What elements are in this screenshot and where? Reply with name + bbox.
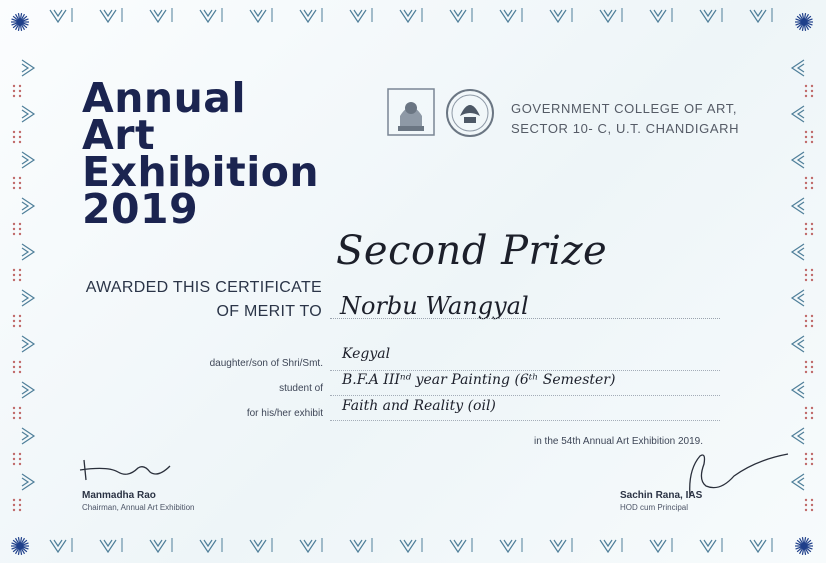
border-ornament (19, 458, 21, 460)
border-ornament (811, 458, 813, 460)
border-ornament (300, 10, 316, 22)
corner-rosette-icon (17, 543, 23, 549)
border-ornament (13, 182, 15, 184)
border-ornament (13, 504, 15, 506)
border-ornament (13, 315, 15, 317)
border-ornament (805, 269, 807, 271)
border-ornament (811, 233, 813, 235)
border-ornament (19, 274, 21, 276)
border-ornament (13, 412, 15, 414)
border-ornament (13, 177, 15, 179)
border-ornament (19, 325, 21, 327)
border-ornament (805, 407, 807, 409)
border-ornament (19, 504, 21, 506)
border-ornament (805, 463, 807, 465)
border-ornament (811, 320, 813, 322)
border-ornament (650, 10, 666, 22)
border-ornament (400, 540, 416, 552)
border-ornament (805, 182, 807, 184)
border-ornament (805, 177, 807, 179)
border-ornament (19, 141, 21, 143)
border-ornament (792, 428, 804, 444)
border-ornament (22, 106, 34, 122)
border-ornament (811, 417, 813, 419)
border-ornament (500, 540, 516, 552)
border-ornament (805, 141, 807, 143)
border-ornament (350, 540, 366, 552)
border-ornament (792, 290, 804, 306)
border-ornament (13, 279, 15, 281)
college-crest-icon (447, 90, 493, 136)
border-ornament (805, 233, 807, 235)
border-ornament (13, 366, 15, 368)
border-ornament (792, 244, 804, 260)
border-ornament (805, 95, 807, 97)
border-ornament (811, 177, 813, 179)
border-ornament (13, 228, 15, 230)
border-ornament (805, 366, 807, 368)
border-ornament (19, 269, 21, 271)
border-ornament (19, 223, 21, 225)
border-ornament (805, 315, 807, 317)
border-ornament (805, 412, 807, 414)
border-ornament (650, 540, 666, 552)
border-ornament (200, 540, 216, 552)
border-ornament (22, 290, 34, 306)
border-ornament (13, 463, 15, 465)
border-ornament (22, 382, 34, 398)
border-ornament (811, 412, 813, 414)
border-ornament (805, 499, 807, 501)
border-ornament (811, 499, 813, 501)
border-ornament (811, 269, 813, 271)
border-ornament (811, 141, 813, 143)
border-ornament (13, 371, 15, 373)
border-ornament (805, 187, 807, 189)
border-ornament (811, 85, 813, 87)
border-ornament (811, 453, 813, 455)
border-ornament (811, 407, 813, 409)
border-ornament (792, 60, 804, 76)
border-ornament (811, 187, 813, 189)
border-ornament (13, 187, 15, 189)
border-ornament (805, 458, 807, 460)
border-ornament (250, 540, 266, 552)
border-ornament (805, 509, 807, 511)
title-line: Art (82, 111, 156, 159)
border-ornament (13, 453, 15, 455)
border-ornament (100, 540, 116, 552)
border-ornament (19, 320, 21, 322)
border-ornament (700, 540, 716, 552)
border-ornament (450, 540, 466, 552)
border-ornament (811, 315, 813, 317)
border-ornament (13, 269, 15, 271)
border-ornament (19, 412, 21, 414)
border-ornament (19, 463, 21, 465)
border-ornament (600, 540, 616, 552)
exhibit-label: for his/her exhibit (246, 408, 323, 419)
border-ornament (550, 10, 566, 22)
border-ornament (13, 233, 15, 235)
border-ornament (805, 279, 807, 281)
border-ornament (13, 320, 15, 322)
border-ornament (805, 228, 807, 230)
border-ornament (805, 504, 807, 506)
border-ornament (22, 152, 34, 168)
border-ornament (805, 325, 807, 327)
emblems (386, 86, 498, 140)
border-ornament (805, 85, 807, 87)
border-ornament (19, 366, 21, 368)
border-ornament (19, 131, 21, 133)
border-ornament (750, 540, 766, 552)
recipient-name: Norbu Wangyal (340, 292, 529, 320)
border-ornament (811, 228, 813, 230)
border-ornament (19, 279, 21, 281)
border-ornament (811, 131, 813, 133)
border-ornament (550, 540, 566, 552)
signatory-role: HOD cum Principal (620, 503, 689, 512)
border-ornament (100, 10, 116, 22)
border-ornament (13, 407, 15, 409)
parent-value: Kegyal (342, 346, 391, 362)
college-line: SECTOR 10- C, U.T. CHANDIGARH (511, 121, 740, 136)
border-ornament (19, 417, 21, 419)
title-line: Annual (82, 74, 247, 122)
course-value: B.F.A IIIⁿᵈ year Painting (6ᵗʰ Semester) (342, 372, 616, 388)
border-ornament (13, 131, 15, 133)
prize-title: Second Prize (336, 228, 608, 274)
exhibition-note: in the 54th Annual Art Exhibition 2019. (534, 436, 704, 447)
border-ornament (13, 499, 15, 501)
exhibit-underline (330, 420, 720, 421)
border-ornament (22, 60, 34, 76)
corner-rosette-icon (801, 543, 807, 549)
border-ornament (792, 382, 804, 398)
corner-rosette-icon (17, 19, 23, 25)
border-ornament (19, 371, 21, 373)
border-ornament (811, 90, 813, 92)
border-ornament (600, 10, 616, 22)
signature-scribble (660, 450, 800, 500)
parent-label: daughter/son of Shri/Smt. (209, 358, 323, 369)
border-ornament (805, 136, 807, 138)
border-ornament (22, 428, 34, 444)
border-ornament (13, 85, 15, 87)
border-ornament (19, 407, 21, 409)
border-ornament (50, 10, 66, 22)
signature-block-chairman (82, 456, 195, 512)
border-ornament (19, 233, 21, 235)
border-ornament (19, 361, 21, 363)
border-ornament (13, 95, 15, 97)
title-line: Exhibition (82, 148, 320, 196)
award-line: AWARDED THIS CERTIFICATE (85, 279, 322, 296)
border-ornament (13, 325, 15, 327)
border-ornament (19, 453, 21, 455)
border-ornament (811, 136, 813, 138)
border-ornament (19, 90, 21, 92)
award-line: OF MERIT TO (216, 303, 322, 320)
award-text (86, 276, 322, 324)
parent-underline (330, 370, 720, 371)
border-ornament (811, 371, 813, 373)
border-ornament (19, 95, 21, 97)
border-ornament (805, 131, 807, 133)
exhibit-value: Faith and Reality (oil) (342, 398, 496, 414)
border-ornament (19, 177, 21, 179)
border-ornament (19, 315, 21, 317)
border-ornament (350, 10, 366, 22)
border-ornament (22, 336, 34, 352)
college-line: GOVERNMENT COLLEGE OF ART, (511, 101, 738, 116)
border-ornament (450, 10, 466, 22)
border-ornament (805, 90, 807, 92)
border-ornament (13, 141, 15, 143)
signatory-role: Chairman, Annual Art Exhibition (82, 503, 195, 512)
border-ornament (13, 90, 15, 92)
border-ornament (19, 509, 21, 511)
border-ornament (150, 10, 166, 22)
course-label: student of (279, 383, 323, 394)
border-ornament (22, 198, 34, 214)
border-ornament (19, 136, 21, 138)
border-ornament (792, 336, 804, 352)
border-ornament (805, 371, 807, 373)
border-ornament (19, 85, 21, 87)
border-ornament (13, 223, 15, 225)
border-ornament (811, 504, 813, 506)
title-line: 2019 (82, 185, 199, 233)
border-ornament (811, 509, 813, 511)
border-ornament (811, 366, 813, 368)
signatory-name: Manmadha Rao (82, 490, 156, 501)
border-ornament (19, 187, 21, 189)
border-ornament (22, 244, 34, 260)
border-ornament (400, 10, 416, 22)
border-ornament (19, 228, 21, 230)
border-ornament (300, 540, 316, 552)
certificate-title (82, 74, 342, 233)
border-ornament (150, 540, 166, 552)
border-ornament (792, 198, 804, 214)
border-ornament (200, 10, 216, 22)
border-ornament (13, 458, 15, 460)
border-ornament (805, 223, 807, 225)
border-ornament (13, 417, 15, 419)
national-emblem-icon (388, 89, 434, 135)
border-ornament (19, 182, 21, 184)
border-ornament (250, 10, 266, 22)
recipient-underline (330, 318, 720, 319)
border-ornament (811, 279, 813, 281)
course-underline (330, 395, 720, 396)
border-ornament (13, 136, 15, 138)
border-ornament (13, 361, 15, 363)
corner-rosette-icon (801, 19, 807, 25)
border-ornament (811, 223, 813, 225)
border-ornament (805, 453, 807, 455)
border-ornament (805, 417, 807, 419)
border-ornament (500, 10, 516, 22)
border-ornament (811, 325, 813, 327)
border-ornament (792, 106, 804, 122)
border-ornament (805, 361, 807, 363)
border-ornament (13, 274, 15, 276)
border-ornament (13, 509, 15, 511)
border-ornament (811, 182, 813, 184)
college-name (511, 99, 739, 139)
signature-block-principal (620, 456, 702, 512)
signature-scribble (78, 456, 178, 486)
border-ornament (805, 274, 807, 276)
border-ornament (811, 95, 813, 97)
signatory-name: Sachin Rana, IAS (620, 490, 703, 501)
border-ornament (700, 10, 716, 22)
border-ornament (811, 463, 813, 465)
border-ornament (811, 361, 813, 363)
border-ornament (19, 499, 21, 501)
border-ornament (792, 152, 804, 168)
border-ornament (22, 474, 34, 490)
border-ornament (50, 540, 66, 552)
border-ornament (811, 274, 813, 276)
border-ornament (805, 320, 807, 322)
border-ornament (750, 10, 766, 22)
